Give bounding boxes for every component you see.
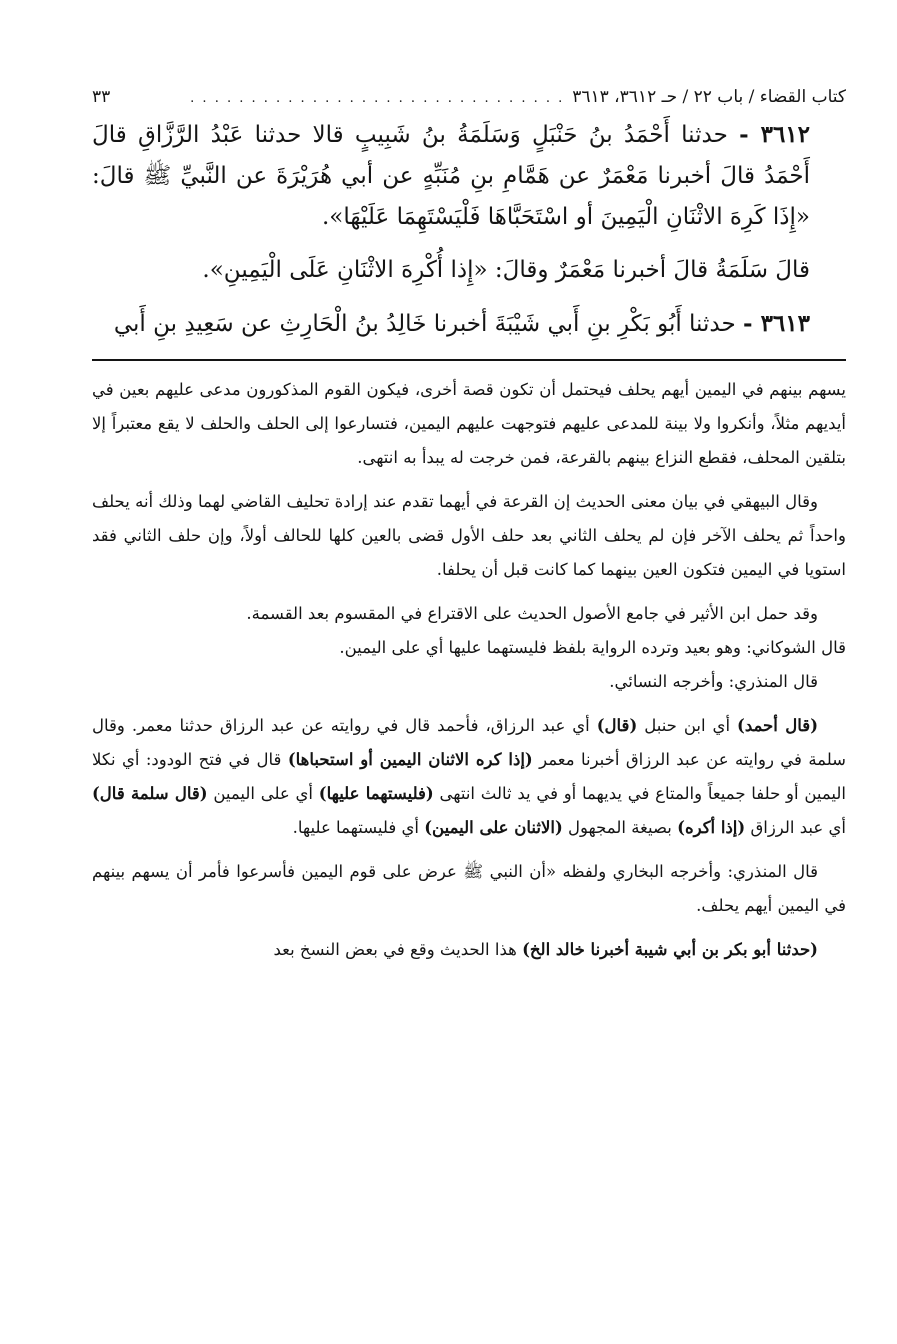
header-dots: . . . . . . . . . . . . . . . . . . . . . . . . . . . . . . . bbox=[190, 91, 565, 106]
commentary-paragraph bbox=[92, 855, 846, 923]
hadith-3612-salama: قالَ سَلَمَةُ قالَ أخبرنا مَعْمَرٌ وقالَ: «إِذا أُكْرِهَ الاثْنَانِ عَلَى الْيَمِينِ». bbox=[202, 257, 810, 283]
commentary-text: قال في فتح الودود: أي نكلا اليمين أو حلفا جميعاً والمتاع في يديهما أو في يد ثالث انتهى bbox=[92, 750, 846, 803]
page-number: ٣٣ bbox=[92, 87, 111, 107]
commentary-text: قال المنذري: وأخرجه النسائي. bbox=[609, 672, 818, 691]
bold-lemma: (قال) bbox=[596, 716, 638, 735]
commentary-text: أي عبد الرزاق bbox=[745, 818, 846, 837]
bold-lemma: (إذا كره الاثنان اليمين أو استحباها) bbox=[287, 750, 533, 769]
commentary-text: بصيغة المجهول bbox=[562, 818, 678, 837]
commentary-text: أي فليستهما عليها. bbox=[292, 818, 425, 837]
footnote-divider bbox=[92, 359, 846, 361]
commentary-text: أي على اليمين bbox=[207, 784, 319, 803]
hadith-number: ٣٦١٢ - bbox=[739, 121, 811, 148]
bold-lemma: (حدثنا أبو بكر بن أبي شيبة أخبرنا خالد الخ) bbox=[522, 940, 818, 959]
commentary-text: هذا الحديث وقع في بعض النسخ بعد bbox=[273, 940, 523, 959]
commentary-text: قال الشوكاني: وهو بعيد وترده الرواية بلفظ فليستهما عليها أي على اليمين. bbox=[339, 638, 846, 657]
commentary-paragraph: يسهم بينهم في اليمين أيهم يحلف فيحتمل أن تكون قصة أخرى، فيكون القوم المذكورون مدعى عليهم بعين في أيديهم مثلاً، وأنكروا ولا بينة للمدعى عليهم فتوجهت عليهم اليمين، فتسارعوا إلى الحلف والحلف لا يقع معتبراً إلا بتلقين المحلف، فقطع النزاع بينهم بالقرعة، فمن خرجت له يبدأ به انتهى. bbox=[92, 380, 846, 467]
bold-lemma: (قال سلمة قال) bbox=[92, 784, 208, 803]
commentary-paragraph bbox=[92, 933, 846, 967]
hadith-number: ٣٦١٣ - bbox=[743, 310, 810, 337]
running-title: كتاب القضاء / باب ٢٢ / حـ ٣٦١٢، ٣٦١٣ bbox=[572, 87, 846, 107]
hadith-text: حدثنا أَحْمَدُ بنُ حَنْبَلٍ وَسَلَمَةُ بنُ شَبِيبٍ قالا حدثنا عَبْدُ الرَّزَّاقِ قالَ أَحْمَدُ قالَ أخبرنا مَعْمَرٌ عن هَمَّامِ بنِ مُنَبِّهٍ عن أبي هُرَيْرَةَ عن النَّبيِّ ﷺ قالَ: «إِذَا كَرِهَ الاثْنَانِ الْيَمِينَ أو اسْتَحَبَّاهَا فَلْيَسْتَهِمَا عَلَيْهَا». bbox=[92, 122, 810, 230]
bold-lemma: (إذا أكره) bbox=[677, 818, 746, 837]
commentary-paragraph bbox=[92, 485, 846, 587]
page bbox=[92, 80, 846, 967]
bold-lemma: (قال أحمد) bbox=[737, 716, 818, 735]
commentary-paragraph bbox=[92, 709, 846, 845]
bold-lemma: (فليستهما عليها) bbox=[318, 784, 434, 803]
commentary-paragraph bbox=[92, 597, 846, 699]
hadith-3612 bbox=[92, 114, 846, 238]
commentary-text: وقد حمل ابن الأثير في جامع الأصول الحديث على الاقتراع في المقسوم بعد القسمة. bbox=[246, 604, 818, 623]
commentary-text: أي ابن حنبل bbox=[637, 716, 738, 735]
hadith-text: حدثنا أَبُو بَكْرِ بنِ أَبي شَيْبَةَ أخبرنا خَالِدُ بنُ الْحَارِثِ عن سَعِيدِ بنِ أَبي bbox=[113, 311, 736, 337]
commentary-text: قال المنذري: وأخرجه البخاري ولفظه «أن النبي ﷺ عرض على قوم اليمين فأسرعوا فأمر أن يسهم بينهم في اليمين أيهم يحلف. bbox=[92, 862, 846, 915]
hadith-3613 bbox=[92, 303, 846, 345]
commentary-text: أي عبد الرزاق، فأحمد قال في روايته عن عبد الرزاق حدثنا معمر. وقال سلمة في روايته عن عبد الرزاق أخبرنا معمر bbox=[92, 716, 847, 769]
running-header bbox=[92, 80, 846, 114]
bold-lemma: (الاثنان على اليمين) bbox=[424, 818, 563, 837]
commentary-text: وقال البيهقي في بيان معنى الحديث إن القرعة في أيهما تقدم عند إرادة تحليف القاضي لهما وذلك أنه يحلف واحداً ثم يحلف الآخر فإن لم يحلف الثاني بعد حلف الأول قضى بالعين كلها للحالف أولاً، وإن حلف الثاني فقد استويا في اليمين فتكون العين بينهما كما كانت قبل أن يحلفا. bbox=[92, 492, 846, 579]
